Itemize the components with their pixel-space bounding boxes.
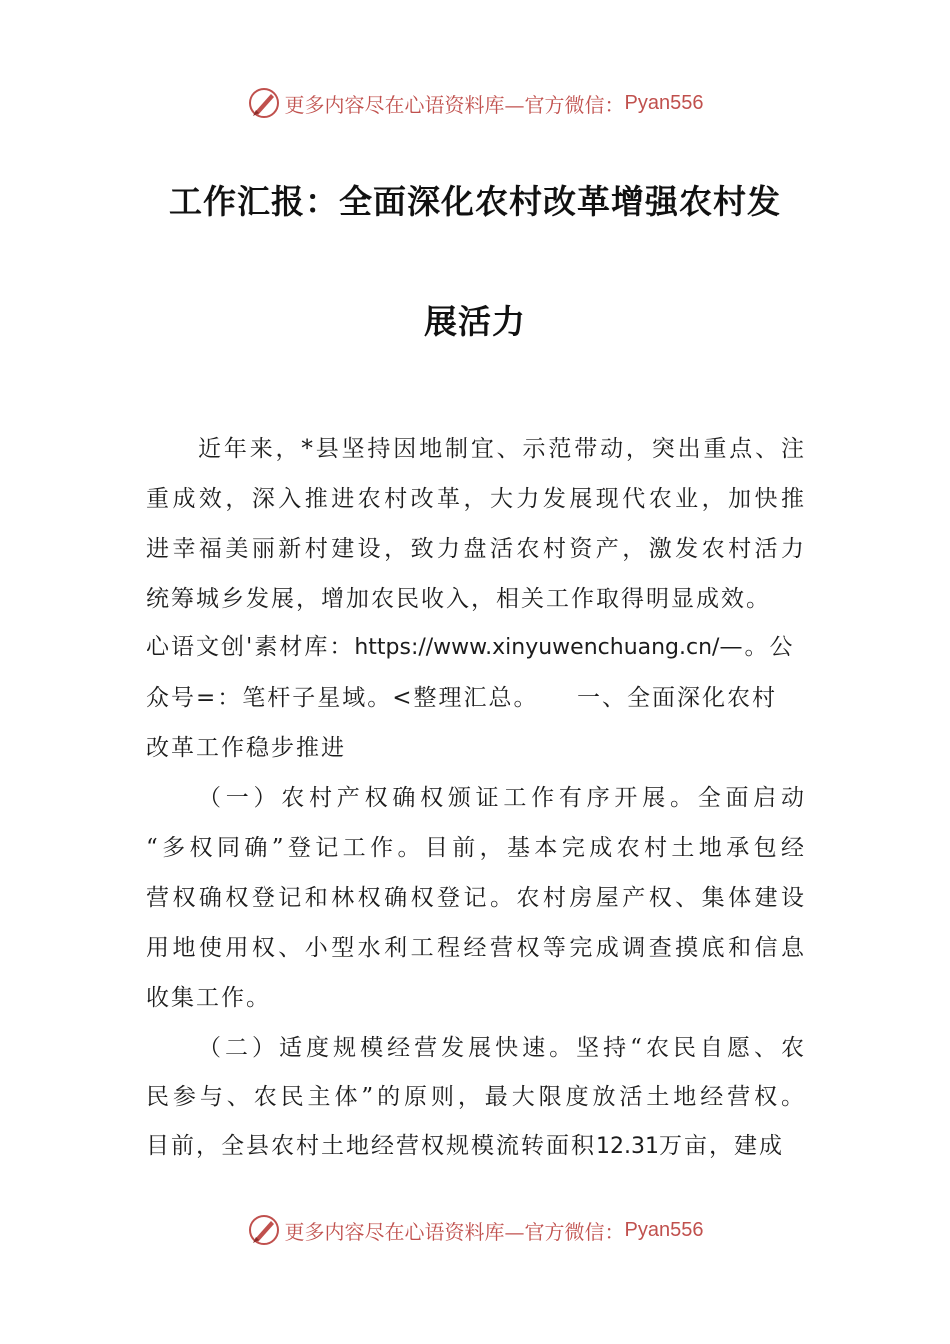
source-suffix: —。公 (719, 634, 795, 660)
pen-logo-icon (247, 86, 281, 120)
paragraph-line: （二）适度规模经营发展快速。坚持“农民自愿、农 (198, 1035, 806, 1061)
paragraph-line: 营权确权登记和林权确权登记。农村房屋产权、集体建设 (146, 885, 806, 911)
text-segment: 目前，全县农村土地经营权规模流转面积 (146, 1133, 596, 1159)
header-banner-text: 更多内容尽在心语资料库—官方微信： (284, 92, 625, 117)
paragraph-line: 近年来，*县坚持因地制宜、示范带动，突出重点、注 (198, 436, 806, 462)
footer-banner-text: 更多内容尽在心语资料库—官方微信： (284, 1219, 625, 1244)
paragraph-line: “多权同确”登记工作。目前，基本完成农村土地承包经 (146, 835, 806, 861)
source-label: 心语文创'素材库： (146, 634, 355, 660)
paragraph-line-with-url (146, 632, 806, 663)
header-banner-wechat: Pyan556 (624, 91, 704, 114)
paragraph-line-with-number (146, 1131, 806, 1162)
paragraph-line: 进幸福美丽新村建设，致力盘活农村资产，激发农村活力 (146, 536, 806, 562)
section-heading-line: 改革工作稳步推进 (146, 735, 346, 761)
footer-watermark-banner (0, 1210, 950, 1250)
paragraph-line: 重成效，深入推进农村改革，大力发展现代农业，加快推 (146, 486, 806, 512)
pen-logo-icon (247, 1213, 281, 1247)
paragraph-line: 众号=：笔杆子星域。<整理汇总。 一、全面深化农村 (146, 685, 778, 711)
paragraph-line: （一）农村产权确权颁证工作有序开展。全面启动 (198, 785, 806, 811)
paragraph-line: 用地使用权、小型水利工程经营权等完成调查摸底和信息 (146, 935, 806, 961)
paragraph-line: 收集工作。 (146, 985, 271, 1011)
document-title-line-2: 展活力 (424, 302, 526, 341)
footer-banner-wechat: Pyan556 (624, 1218, 704, 1241)
paragraph-line: 民参与、农民主体”的原则，最大限度放活土地经营权。 (146, 1084, 806, 1110)
document-title-line-1: 工作汇报：全面深化农村改革增强农村发 (169, 182, 781, 221)
source-url-link[interactable]: https://www.xinyuwenchuang.cn/ (354, 635, 720, 660)
header-watermark-banner (0, 83, 950, 123)
area-value: 12.31 (596, 1134, 659, 1159)
paragraph-line: 统筹城乡发展，增加农民收入，相关工作取得明显成效。 (146, 586, 771, 612)
text-segment: 万亩，建成 (658, 1133, 784, 1159)
